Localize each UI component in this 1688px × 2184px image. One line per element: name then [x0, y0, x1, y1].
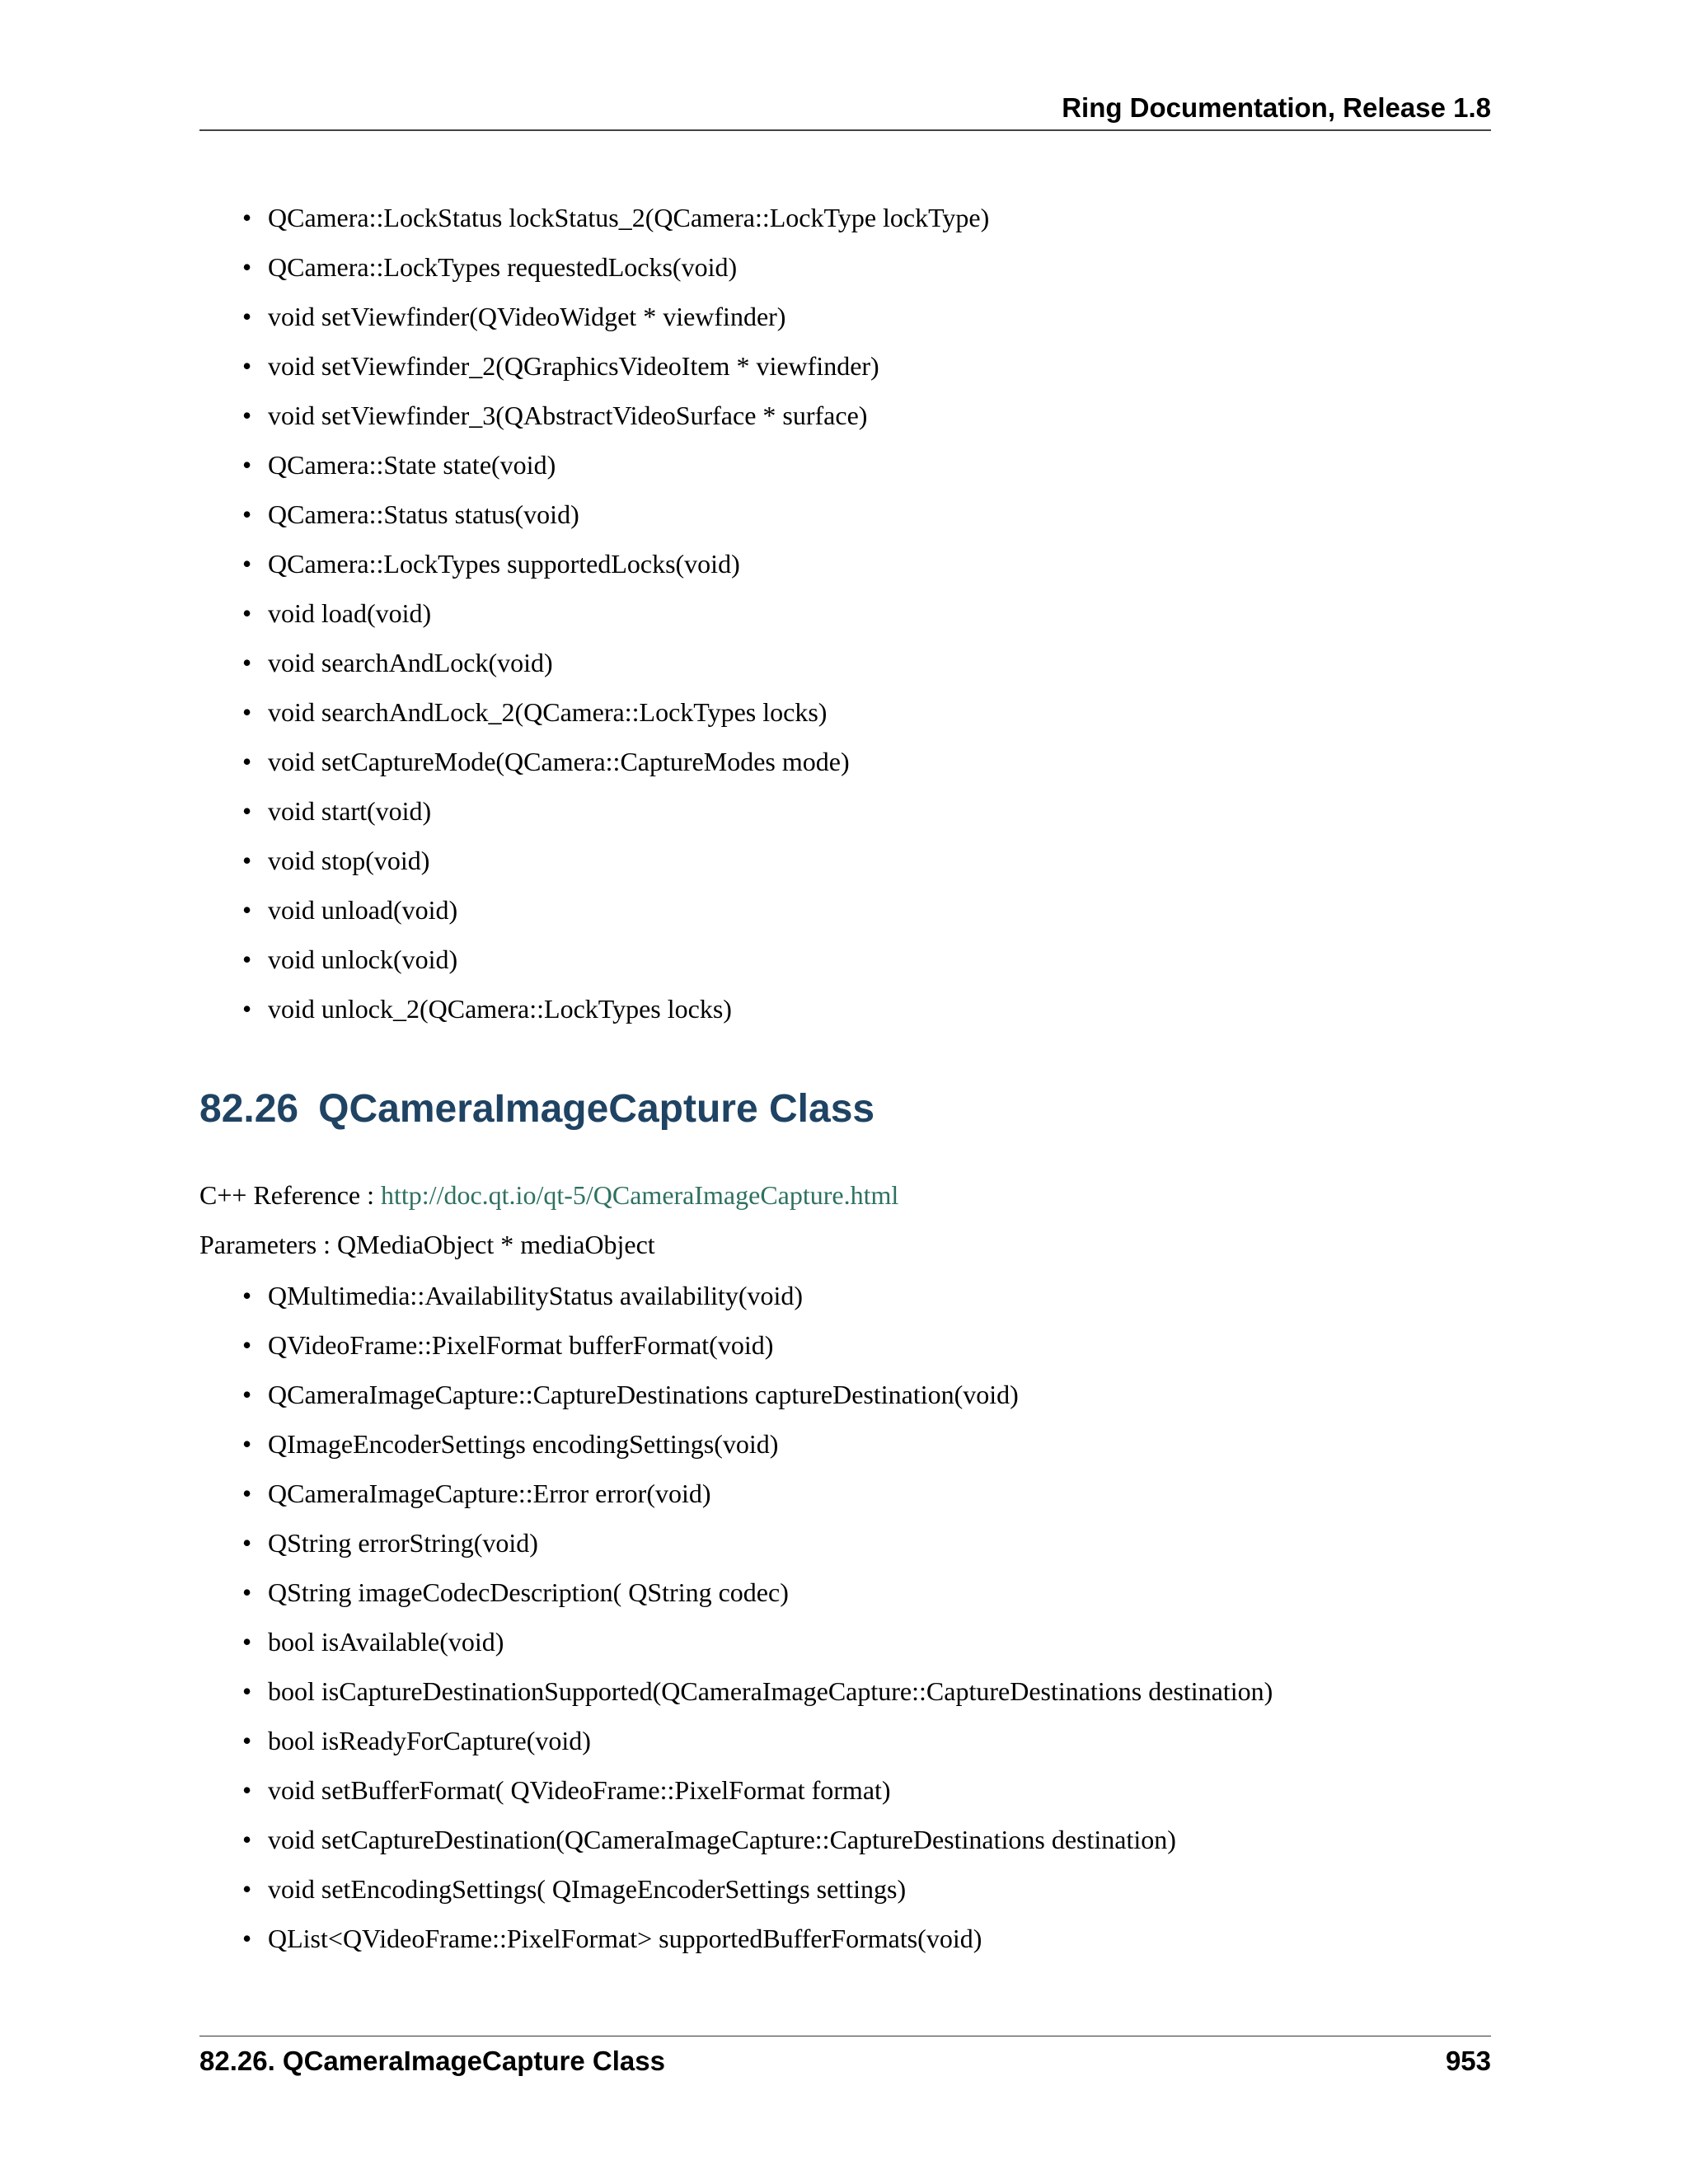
list-item [199, 687, 989, 737]
section-title: QCameraImageCapture Class [318, 1087, 875, 1131]
bullet-icon: • [242, 302, 252, 331]
method-signature: QString imageCodecDescription( QString codec) [268, 1577, 789, 1607]
list-item [199, 1617, 1273, 1666]
list-item [199, 440, 989, 490]
section-number: 82.26 [199, 1087, 299, 1131]
method-signature: bool isAvailable(void) [268, 1627, 504, 1657]
bullet-icon: • [242, 549, 252, 579]
method-signature: QCamera::LockTypes supportedLocks(void) [268, 549, 740, 579]
bullet-icon: • [242, 1577, 252, 1607]
method-signature: QCamera::Status status(void) [268, 499, 579, 529]
method-signature: void setEncodingSettings( QImageEncoderSettings settings) [268, 1874, 907, 1904]
header-rule [199, 129, 1491, 131]
list-item [199, 1815, 1273, 1864]
method-list-qcamera [199, 193, 989, 1033]
bullet-icon: • [242, 1726, 252, 1755]
method-signature: QCamera::State state(void) [268, 450, 556, 480]
list-item [199, 935, 989, 984]
method-signature: QVideoFrame::PixelFormat bufferFormat(void) [268, 1330, 774, 1360]
bullet-icon: • [242, 1775, 252, 1805]
list-item [199, 588, 989, 638]
bullet-icon: • [242, 1924, 252, 1953]
reference-label: C++ Reference : [199, 1180, 381, 1210]
bullet-icon: • [242, 796, 252, 826]
method-signature: void start(void) [268, 796, 432, 826]
bullet-icon: • [242, 1627, 252, 1657]
list-item [199, 786, 989, 836]
list-item [199, 1914, 1273, 1963]
cpp-reference [199, 1180, 898, 1211]
bullet-icon: • [242, 203, 252, 232]
method-signature: void searchAndLock_2(QCamera::LockTypes locks) [268, 697, 828, 727]
method-signature: void setCaptureDestination(QCameraImageCapture::CaptureDestinations destination) [268, 1825, 1176, 1854]
list-item [199, 193, 989, 242]
method-signature: void unlock_2(QCamera::LockTypes locks) [268, 994, 732, 1024]
method-signature: QCameraImageCapture::Error error(void) [268, 1479, 711, 1508]
bullet-icon: • [242, 1330, 252, 1360]
bullet-icon: • [242, 450, 252, 480]
method-signature: QString errorString(void) [268, 1528, 538, 1558]
footer-section: 82.26. QCameraImageCapture Class [199, 2046, 665, 2076]
parameters: Parameters : QMediaObject * mediaObject [199, 1230, 655, 1259]
method-signature: void unlock(void) [268, 944, 458, 974]
bullet-icon: • [242, 697, 252, 727]
bullet-icon: • [242, 351, 252, 381]
method-signature: QList<QVideoFrame::PixelFormat> supportedBufferFormats(void) [268, 1924, 982, 1953]
running-header: Ring Documentation, Release 1.8 [1062, 92, 1491, 123]
reference-link[interactable]: http://doc.qt.io/qt-5/QCameraImageCapture.html [381, 1180, 899, 1210]
bullet-icon: • [242, 499, 252, 529]
bullet-icon: • [242, 846, 252, 875]
list-item [199, 1370, 1273, 1419]
bullet-icon: • [242, 648, 252, 677]
list-item [199, 292, 989, 341]
method-signature: void setCaptureMode(QCamera::CaptureModes mode) [268, 747, 850, 776]
bullet-icon: • [242, 1874, 252, 1904]
list-item [199, 242, 989, 292]
list-item [199, 1666, 1273, 1716]
section-heading [199, 1086, 874, 1132]
list-item [199, 1419, 1273, 1469]
method-signature: void load(void) [268, 598, 432, 628]
list-item [199, 1864, 1273, 1914]
list-item [199, 1271, 1273, 1320]
method-list-qcameraimagecapture [199, 1271, 1273, 1963]
method-signature: void setViewfinder_2(QGraphicsVideoItem * viewfinder) [268, 351, 879, 381]
page-number: 953 [1445, 2046, 1491, 2076]
list-item [199, 984, 989, 1033]
method-signature: void unload(void) [268, 895, 458, 925]
method-signature: QCameraImageCapture::CaptureDestinations captureDestination(void) [268, 1380, 1019, 1409]
method-signature: QMultimedia::AvailabilityStatus availability(void) [268, 1281, 804, 1310]
list-item [199, 836, 989, 885]
list-item [199, 638, 989, 687]
bullet-icon: • [242, 944, 252, 974]
list-item [199, 1469, 1273, 1518]
method-signature: void stop(void) [268, 846, 430, 875]
list-item [199, 1518, 1273, 1568]
bullet-icon: • [242, 1281, 252, 1310]
method-signature: QCamera::LockTypes requestedLocks(void) [268, 252, 738, 282]
bullet-icon: • [242, 1380, 252, 1409]
method-signature: void setViewfinder(QVideoWidget * viewfinder) [268, 302, 786, 331]
bullet-icon: • [242, 1528, 252, 1558]
method-signature: void setViewfinder_3(QAbstractVideoSurface * surface) [268, 401, 868, 430]
bullet-icon: • [242, 1676, 252, 1706]
method-signature: void setBufferFormat( QVideoFrame::PixelFormat format) [268, 1775, 891, 1805]
bullet-icon: • [242, 1479, 252, 1508]
method-signature: QCamera::LockStatus lockStatus_2(QCamera::LockType lockType) [268, 203, 990, 232]
bullet-icon: • [242, 994, 252, 1024]
list-item [199, 490, 989, 539]
bullet-icon: • [242, 895, 252, 925]
bullet-icon: • [242, 252, 252, 282]
method-signature: void searchAndLock(void) [268, 648, 553, 677]
list-item [199, 391, 989, 440]
bullet-icon: • [242, 1825, 252, 1854]
list-item [199, 1568, 1273, 1617]
bullet-icon: • [242, 598, 252, 628]
method-signature: QImageEncoderSettings encodingSettings(void) [268, 1429, 779, 1459]
list-item [199, 1716, 1273, 1765]
list-item [199, 1320, 1273, 1370]
list-item [199, 737, 989, 786]
list-item [199, 885, 989, 935]
method-signature: bool isReadyForCapture(void) [268, 1726, 591, 1755]
bullet-icon: • [242, 1429, 252, 1459]
list-item [199, 341, 989, 391]
bullet-icon: • [242, 747, 252, 776]
bullet-icon: • [242, 401, 252, 430]
list-item [199, 539, 989, 588]
list-item [199, 1765, 1273, 1815]
method-signature: bool isCaptureDestinationSupported(QCameraImageCapture::CaptureDestinations destination) [268, 1676, 1273, 1706]
